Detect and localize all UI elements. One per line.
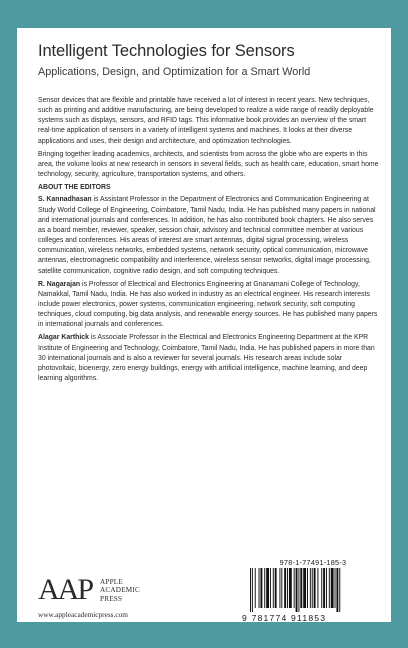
barcode-bar	[323, 568, 325, 608]
barcode-bar	[312, 568, 313, 608]
editor-name-1: S. Kannadhasan	[38, 196, 92, 204]
description-paragraph-2: Bringing together leading academics, architects, and scientists from across the globe who are experts in this area, the volume looks at new research in sensors in several fields, such as health care, education, smart home technology, security, agriculture, transportation systems, and others.	[38, 150, 379, 179]
description-paragraph-1: Sensor devices that are flexible and printable have received a lot of interest in recent years. New techniques, such as printing and additive manufacturing, are being developed to realize a wide range of readily deployable systems such as displays, sensors, and RFID tags. This informative book provides an overview of the smart real-time application of sensors in a variety of intelligent systems and machines. It looks at their diverse applications and uses, their design and architecture, and optimization technologies.	[38, 97, 374, 145]
barcode-bar	[252, 568, 253, 612]
barcode-bar	[310, 568, 311, 608]
barcode-bar	[279, 568, 280, 608]
barcode-bar	[250, 568, 251, 612]
barcode-bar	[284, 568, 286, 608]
publisher-name-line-1: APPLE	[100, 578, 123, 586]
publisher-name-line-3: PRESS	[100, 594, 123, 603]
description	[38, 96, 381, 387]
barcode-bar	[336, 568, 338, 612]
barcode-bar	[339, 568, 340, 612]
barcode-bar	[264, 568, 265, 608]
barcode-bar	[266, 568, 269, 608]
barcode-bar	[273, 568, 274, 608]
editor-bio-text-2: is Professor of Electrical and Electronics Engineering at Gnanamani College of Technology, Namakkal, Tamil Nadu, India. He has also worked in industry as an electrical engineer. His research interests include power electronics, power systems, communication engineering, network security, soft computing techniques, cloud computing, big data analysis, and renewable energy sources. He has published many papers in international journals and conferences.	[38, 280, 378, 329]
barcode-bar	[255, 568, 256, 608]
editor-bio-3	[38, 333, 381, 384]
editor-bio-text-3: is Associate Professor in the Electrical and Electronics Engineering Department at the KPR Institute of Engineering and Technology, Coimbatore, Tamil Nadu, India. He has published papers in more than 30 international journals and is also a reviewer for several journals. His research areas include solar photovoltaic, bioenergy, zero energy buildings, energy with artificial intelligence, machine learning, and deep learning algorithms.	[38, 334, 375, 383]
barcode-bar	[331, 568, 334, 608]
publisher-name	[100, 578, 140, 603]
barcode-bar	[300, 568, 302, 608]
barcode-bar	[296, 568, 298, 612]
barcode-bar	[287, 568, 288, 608]
barcode-bar	[335, 568, 336, 608]
editor-bio-1	[38, 195, 381, 276]
editor-name-2: R. Nagarajan	[38, 280, 81, 288]
editor-name-3: Alagar Karthick	[38, 334, 89, 342]
content-panel	[17, 28, 391, 622]
barcode-bar	[321, 568, 322, 608]
barcode-bars	[248, 568, 378, 612]
barcode-bar	[270, 568, 271, 608]
barcode-bar	[259, 568, 260, 608]
barcode-bar	[275, 568, 277, 608]
publisher-name-line-2: ACADEMIC	[100, 586, 140, 595]
barcode-bar	[281, 568, 282, 608]
barcode-bar	[326, 568, 327, 608]
barcode-digits: 9 781774 911853	[242, 613, 327, 623]
aap-logo-mark: AAP	[38, 573, 93, 606]
barcode-bar	[289, 568, 292, 608]
editor-bio-text-1: is Assistant Professor in the Department of Electronics and Communication Engineering at Study World College of Engineering, Coimbatore, Tamil Nadu, India. He has published many papers in national and international journals and conferences. In addition, he has also contributed book chapters. He also serves as a board member, reviewer, speaker, session chair, advisory and technical committee member at various colleges and conferences. His areas of interest are smart antennas, digital signal processing, wireless communication, wireless networks, embedded systems, network security, optical communication, microwave antennas, electromagnetic compatibility and interference, wireless sensor networks, digital image processing, satellite communication, cognitive radio design, and soft computing techniques.	[38, 196, 376, 275]
barcode-bar	[260, 568, 262, 608]
barcode-bar	[307, 568, 308, 608]
barcode-bar	[317, 568, 318, 608]
publisher-logo	[38, 574, 188, 614]
isbn-barcode	[242, 558, 384, 628]
editor-bio-2	[38, 280, 381, 331]
book-title: Intelligent Technologies for Sensors	[38, 42, 295, 60]
editors-heading: ABOUT THE EDITORS	[38, 184, 111, 192]
book-subtitle: Applications, Design, and Optimization for a Smart World	[38, 66, 311, 78]
barcode-bar	[314, 568, 316, 608]
publisher-website: www.appleacademicpress.com	[38, 610, 128, 619]
isbn-label: 978-1-77491-185-3	[279, 558, 347, 567]
barcode-bar	[294, 568, 295, 608]
barcode-bar	[298, 568, 299, 612]
barcode-bar	[303, 568, 306, 608]
barcode-bar	[329, 568, 330, 608]
